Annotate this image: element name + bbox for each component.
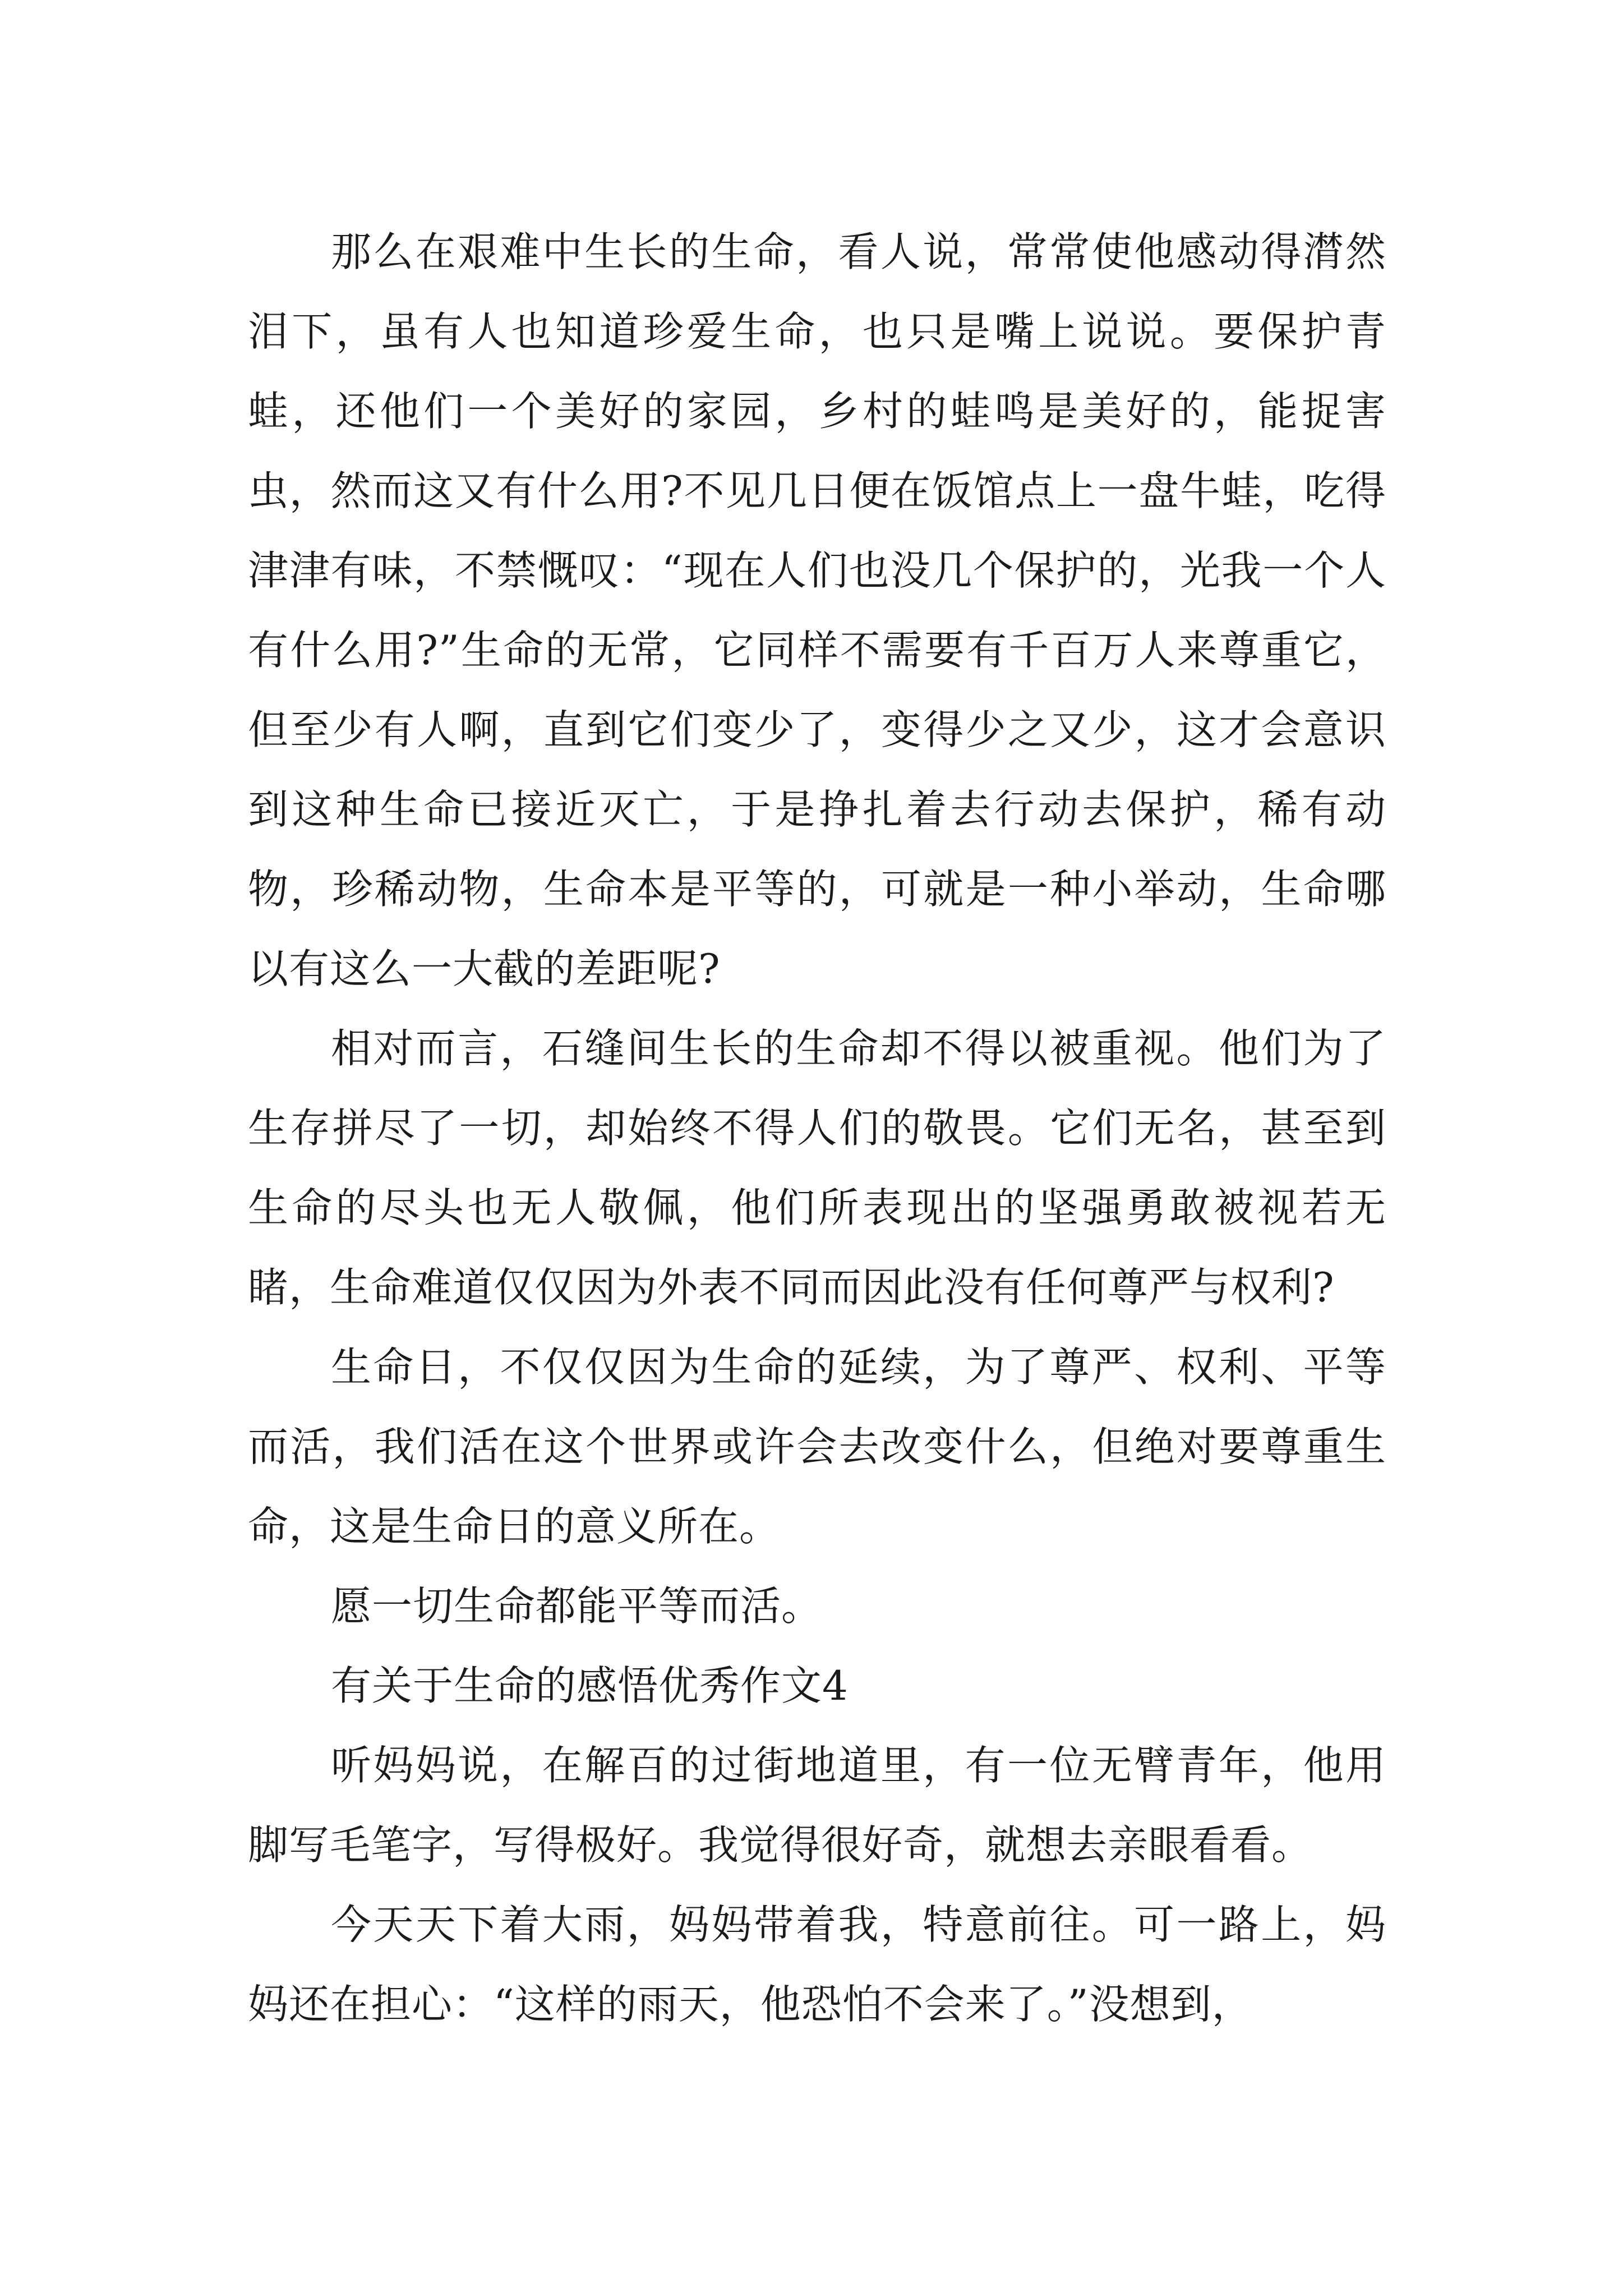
paragraph-wish: 愿一切生命都能平等而活。 <box>331 1582 823 1630</box>
paragraph-armless-youth: 听妈妈说，在解百的过街地道里，有一位无臂青年，他用脚写毛笔字，写得极好。我觉得很好奇，就想去亲眼看看。 <box>248 1742 1386 1869</box>
paragraph-life-day: 生命日，不仅仅因为生命的延续，为了尊严、权利、平等而活，我们活在这个世界或许会去改变什么，但绝对要尊重生命，这是生命日的意义所在。 <box>248 1343 1386 1550</box>
document-page <box>248 212 1386 2044</box>
paragraph-rainy-day: 今天天下着大雨，妈妈带着我，特意前往。可一路上，妈妈还在担心：“这样的雨天，他恐怕不会来了。”没想到， <box>248 1901 1386 2028</box>
essay-title: 有关于生命的感悟优秀作文4 <box>331 1662 849 1709</box>
paragraph-frog-protection: 那么在艰难中生长的生命，看人说，常常使他感动得潸然泪下，虽有人也知道珍爱生命，也只是嘴上说说。要保护青蛙，还他们一个美好的家园，乡村的蛙鸣是美好的，能捉害虫，然而这又有什么用?不见几日便在饭馆点上一盘牛蛙，吃得津津有味，不禁慨叹：“现在人们也没几个保护的，光我一个人有什么用?”生命的无常，它同样不需要有千百万人来尊重它，但至少有人啊，直到它们变少了，变得少之又少，这才会意识到这种生命已接近灭亡，于是挣扎着去行动去保护，稀有动物，珍稀动物，生命本是平等的，可就是一种小举动，生命哪以有这么一大截的差距呢? <box>248 228 1386 992</box>
paragraph-stone-crack-life: 相对而言，石缝间生长的生命却不得以被重视。他们为了生存拼尽了一切，却始终不得人们的敬畏。它们无名，甚至到生命的尽头也无人敬佩，他们所表现出的坚强勇敢被视若无睹，生命难道仅仅因为外表不同而因此没有任何尊严与权利? <box>248 1025 1386 1311</box>
